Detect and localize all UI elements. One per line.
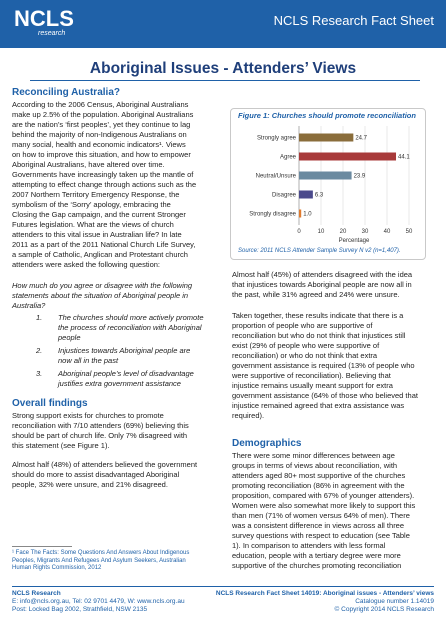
footer-line: Catalogue number 1.14019	[355, 598, 434, 605]
question-items	[12, 313, 227, 392]
text-line: injustice remained agreed that extra assistance was	[232, 401, 405, 410]
text-line: statements about the situation of Aboriginal people in	[12, 291, 189, 300]
text-line: that injustices towards Aboriginal people are now all in	[232, 280, 412, 289]
text-line: Strong support exists for churches to promote	[12, 411, 164, 420]
logo-subtitle: research	[38, 30, 66, 37]
text-line: survey questions with respect to education (see Table	[232, 531, 410, 540]
text-line: reconciliation but who do not think that injustices still	[232, 331, 406, 340]
text-line: than men (71% of women versus 64% of men). There	[232, 511, 410, 520]
text-line: Closing the Gap campaign, and the current Stronger	[12, 210, 186, 219]
footer-line: © Copyright 2014 NCLS Research	[334, 606, 434, 613]
text-line: people, 32% were unsure, and 21% disagreed.	[12, 480, 168, 489]
text-line: government assistance is required (13% of people who	[232, 361, 415, 370]
text-line: Almost half (45%) of attenders disagreed with the idea	[232, 270, 413, 279]
text-line: supportive of the churches promoting reconciliation	[232, 561, 402, 570]
figure-title: Figure 1: Churches should promote reconciliation	[238, 111, 416, 120]
bar	[299, 134, 353, 142]
text-line: behind the majority of non-Indigenous Australians on	[12, 130, 187, 139]
footer-catalogue	[216, 590, 434, 614]
category-label: Disagree	[271, 192, 296, 199]
demographics-paragraph	[232, 451, 437, 571]
footnote-rule	[12, 546, 72, 547]
question-item	[12, 369, 227, 389]
bar	[299, 210, 301, 218]
category-label: Strongly agree	[256, 135, 296, 142]
text-line: are the nation’s ‘first peoples’, yet they continue to lag	[12, 120, 191, 129]
item-text-line: Aboriginal people’s level of disadvantage	[58, 369, 194, 378]
figure-source: Source: 2011 NCLS Attender Sample Survey N v2 (n=1,407).	[238, 248, 401, 254]
footer-line: NCLS Research	[12, 590, 61, 597]
text-line: 1). In comparison to attenders with less formal	[232, 541, 386, 550]
text-line: attenders aged 80+ most supportive of the churches	[232, 471, 406, 480]
x-tick-label: 40	[383, 229, 391, 235]
text-line: proposition, compared with 67% of younger attenders).	[232, 491, 415, 500]
value-label: 23.9	[353, 173, 366, 180]
item-text-line: the process of reconciliation with Aboriginal	[58, 323, 202, 332]
text-line: attenders to this vital issue in Australian life? In late	[12, 230, 182, 239]
findings-paragraph	[12, 411, 227, 451]
text-line: Futures legislation. What are the views of church	[12, 220, 174, 229]
footer-rule	[12, 586, 434, 587]
text-line: reconciliation with 7/10 attenders (69%) believing this	[12, 421, 189, 430]
footnote-line: ¹ Face The Facts: Some Questions And Answers About Indigenous	[12, 550, 190, 556]
footnote-line: Human Rights Commission, 2012	[12, 565, 102, 571]
footer-contact	[12, 590, 185, 614]
title-rule	[30, 80, 420, 81]
value-label: 6.3	[314, 192, 324, 199]
item-number: 3.	[36, 369, 43, 378]
bar	[299, 153, 396, 161]
text-line: government assistance (64% of those who believed that	[232, 391, 418, 400]
text-line: 2011 as a part of the 2011 National Church Life Survey,	[12, 240, 196, 249]
item-text-line: people	[58, 333, 81, 342]
item-number: 1.	[36, 313, 43, 322]
survey-question	[12, 281, 227, 311]
item-text-line: now all in the past	[58, 356, 119, 365]
text-line: Australia?	[12, 301, 46, 310]
text-line: make up 2.5% of the population. Aboriginal Australians	[12, 110, 194, 119]
text-line: many social, health and economic indicators¹. Views	[12, 140, 186, 149]
reconciliation-bar-chart	[231, 122, 423, 246]
footnote	[12, 550, 227, 573]
footnote-line: Peoples, Migrants And Refugees And Asylum Seekers, Australian	[12, 557, 186, 564]
x-tick-label: 20	[339, 229, 347, 235]
text-line: symbolism of the ‘Sorry’ apology, embracing the	[12, 200, 171, 209]
question-item	[12, 346, 227, 366]
text-line: attenders were asked the following question:	[12, 260, 161, 269]
intro-paragraph	[12, 100, 227, 270]
text-line: Almost half (48%) of attenders believed the government	[12, 460, 198, 469]
ncls-logo: NCLS	[14, 6, 74, 31]
category-label: Agree	[279, 154, 296, 161]
text-line: attempting to effect change through actions such as the	[12, 180, 197, 189]
text-line: groups in terms of views about reconciliation, with	[232, 461, 398, 470]
text-line: There were some minor differences between age	[232, 451, 395, 460]
text-line: Governments have increasingly taken up the mantle of	[12, 170, 194, 179]
x-tick-label: 30	[361, 229, 369, 235]
text-line: this statement (see Figure 1).	[12, 441, 110, 450]
text-line: According to the 2006 Census, Aboriginal Australians	[12, 100, 189, 109]
x-tick-label: 50	[405, 229, 413, 235]
category-label: Strongly disagree	[249, 211, 296, 218]
value-label: 44.1	[398, 154, 410, 161]
text-line: was a consistent difference in views across all three	[232, 521, 405, 530]
page-title: Aboriginal Issues - Attenders’ Views	[89, 60, 357, 77]
text-line: 2007 Northern Territory Emergency Response, the	[12, 190, 180, 199]
bar	[299, 172, 352, 180]
text-line: reconciliation) or who do not think that extra	[232, 351, 378, 360]
question-item	[12, 313, 227, 343]
government-paragraph	[12, 460, 227, 490]
heading-reconciling: Reconciling Australia?	[12, 87, 120, 98]
text-line: exist (29% of people who were supportive of	[232, 341, 380, 350]
heading-overall-findings: Overall findings	[12, 398, 88, 409]
injustice-paragraph	[232, 270, 437, 300]
text-line: a sample of Catholic, Anglican and Protestant church	[12, 250, 188, 259]
text-line: on how to improve this situation, and how to empower	[12, 150, 191, 159]
value-label: 24.7	[355, 135, 368, 142]
text-line: should be part of church life. Only 7% disagreed with	[12, 431, 188, 440]
heading-demographics: Demographics	[232, 438, 302, 449]
combined-results-paragraph	[232, 311, 437, 421]
text-line: education, people with a tertiary degree were more	[232, 551, 401, 560]
item-text-line: justifies extra government assistance	[58, 379, 181, 388]
text-line: proportion of people who are supportive of	[232, 321, 373, 330]
bar	[299, 191, 313, 199]
value-label: 1.0	[303, 211, 312, 218]
text-line: required).	[232, 411, 265, 420]
text-line: How much do you agree or disagree with the following	[12, 281, 193, 290]
x-tick-label: 0	[297, 229, 301, 235]
text-line: the past, while 31% agreed and 24% were unsure.	[232, 290, 400, 299]
text-line: Taken together, these results indicate that there is a	[232, 311, 404, 320]
item-text-line: The churches should more actively promote	[58, 313, 204, 322]
text-line: injustice remains usually meant support for extra	[232, 381, 393, 390]
text-line: Aboriginal Australians, have altered over time.	[12, 160, 165, 169]
text-line: Women were also somewhat more likely to support this	[232, 501, 416, 510]
item-number: 2.	[36, 346, 43, 355]
text-line: should do more to assist disadvantaged Aboriginal	[12, 470, 180, 479]
x-tick-label: 10	[317, 229, 325, 235]
category-label: Neutral/Unsure	[255, 173, 296, 180]
series-title: NCLS Research Fact Sheet	[273, 13, 434, 28]
footer-line: NCLS Research Fact Sheet 14019: Aboriginal issues - Attenders’ views	[215, 590, 434, 597]
x-axis-label: Percentage	[338, 238, 370, 244]
text-line: promoting reconciliation (86% in agreement with the	[232, 481, 405, 490]
footer-line: Post: Locked Bag 2002, Strathfield, NSW 2135	[12, 606, 148, 613]
text-line: were supportive of reconciliation). Believing that	[232, 371, 391, 380]
footer-line: E: info@ncls.org.au, Tel: 02 9701 4479, W: www.ncls.org.au	[12, 598, 185, 605]
item-text-line: Injustices towards Aboriginal people are	[58, 346, 191, 355]
